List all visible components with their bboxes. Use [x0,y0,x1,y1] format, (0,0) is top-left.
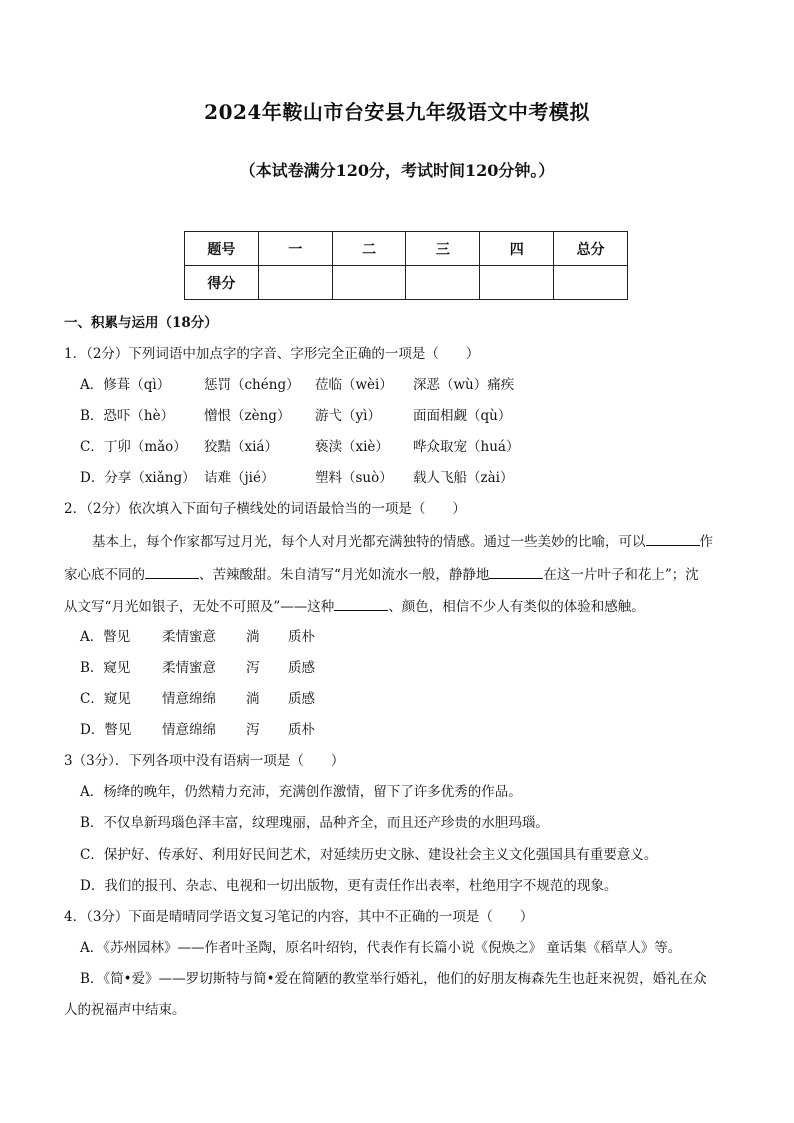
passage-text: 在这一片叶子和花上”；沈 [543,567,699,583]
page-title: 2024年鞍山市台安县九年级语文中考模拟 [204,100,590,124]
score-cell-part-4: 四 [480,232,554,266]
option-a-word-3: 莅临（wèi） [315,377,393,393]
section-title: 一、积累与运用（18分） [64,315,218,331]
option-c-choice-2: 情意绵绵 [162,691,216,707]
option-a-choice-1: A．瞥见 [80,629,131,645]
passage-line-3 [64,596,645,617]
question-1-stem: 1．（2分）下列词语中加点字的字音、字形完全正确的一项是（ ） [64,346,480,362]
option-d-word-4: 载人飞船（zài） [413,470,514,486]
option-b-choice-3: 泻 [246,660,260,676]
question-2-option-a[interactable] [80,627,315,647]
option-a-choice-2: 柔情蜜意 [162,629,216,645]
blank-3[interactable] [489,564,543,579]
question-1-option-a[interactable] [80,375,514,395]
question-2-option-c[interactable] [80,689,315,709]
passage-text: 家心底不同的 [64,567,145,583]
option-c-word-3: 亵渎（xiè） [315,439,389,455]
passage-text: 、颜色，相信不少人有类似的体验和感触。 [388,599,645,615]
passage-text: 基本上，每个作家都写过月光，每个人对月光都充满独特的情感。通过一些美妙的比喻，可以 [92,534,646,550]
question-2-stem: 2．（2分）依次填入下面句子横线处的词语最恰当的一项是（ ） [64,501,466,517]
option-c-word-4: 哗众取宠（huá） [413,439,520,455]
score-input-2[interactable] [332,266,406,300]
question-3-option-d[interactable]: D．我们的报刊、杂志、电视和一切出版物，更有责任作出表率，杜绝用字不规范的现象。 [80,878,618,894]
option-c-word-2: 狡黠（xiá） [204,439,278,455]
exam-info: （本试卷满分120分，考试时间120分钟。） [239,161,555,180]
option-d-choice-4: 质朴 [288,722,315,738]
option-d-word-2: 诘难（jié） [204,470,275,486]
option-a-word-4: 深恶（wù）痛疾 [413,377,515,393]
question-3-option-a[interactable]: A．杨绛的晚年，仍然精力充沛，充满创作激情，留下了许多优秀的作品。 [80,784,522,800]
option-b-word-2: 憎恨（zèng） [204,408,291,424]
option-d-choice-3: 泻 [246,722,260,738]
question-1-option-d[interactable] [80,468,513,488]
question-3-option-c[interactable]: C．保护好、传承好、利用好民间艺术，对延续历史文脉、建设社会主义文化强国具有重要意义。 [80,847,658,863]
blank-4[interactable] [334,596,388,611]
score-input-total[interactable] [554,266,628,300]
question-1-option-b[interactable] [80,406,511,426]
score-table-header-row [185,232,628,266]
option-a-word-2: 惩罚（chéng） [204,377,300,393]
option-c-word-1: C．丁卯（mǎo） [80,439,187,455]
passage-text: 、苦辣酸甜。朱自清写“月光如流水一般，静静地 [199,567,490,583]
question-4-option-b[interactable]: B．《简•爱》——罗切斯特与简•爱在简陋的教堂举行婚礼，他们的好朋友梅森先生也赶来祝贺，婚礼在众 [80,971,707,987]
question-2-option-d[interactable] [80,720,315,740]
option-b-word-4: 面面相觑（qù） [413,408,512,424]
option-c-choice-3: 淌 [246,691,260,707]
question-4-option-a[interactable]: A．《苏州园林》——作者叶圣陶，原名叶绍钧，代表作有长篇小说《倪焕之》 童话集《稻草人》等。 [80,940,682,956]
option-a-word-1: A．修葺（qì） [80,377,171,393]
score-table [184,231,628,300]
option-c-choice-4: 质感 [288,691,315,707]
question-3-option-b[interactable]: B．不仅阜新玛瑙色泽丰富，纹理瑰丽，品种齐全，而且还产珍贵的水胆玛瑙。 [80,815,549,831]
option-c-choice-1: C．窥见 [80,691,131,707]
score-input-3[interactable] [406,266,480,300]
option-a-choice-3: 淌 [246,629,260,645]
blank-1[interactable] [646,531,700,546]
passage-text: 从文写“月光如银子，无处不可照及”——这种 [64,599,335,615]
blank-2[interactable] [145,564,199,579]
passage-line-2 [64,564,699,585]
score-cell-total: 总分 [554,232,628,266]
option-b-choice-2: 柔情蜜意 [162,660,216,676]
option-b-choice-1: B．窥见 [80,660,131,676]
score-cell-part-3: 三 [406,232,480,266]
question-2-option-b[interactable] [80,658,315,678]
question-3-stem: 3（3分）．下列各项中没有语病一项是（ ） [64,753,345,769]
question-4-stem: 4．（3分）下面是晴晴同学语文复习笔记的内容，其中不正确的一项是（ ） [64,909,534,925]
option-b-choice-4: 质感 [288,660,315,676]
option-d-word-1: D．分享（xiǎng） [80,470,196,486]
option-d-choice-1: D．瞥见 [80,722,132,738]
option-b-word-3: 游弋（yì） [315,408,381,424]
question-4-option-b-continued: 人的祝福声中结束。 [64,1002,186,1018]
score-cell-label: 题号 [185,232,259,266]
passage-text: 作 [699,534,713,550]
option-a-choice-4: 质朴 [288,629,315,645]
score-row-label: 得分 [185,266,259,300]
score-input-1[interactable] [258,266,332,300]
option-d-word-3: 塑料（suò） [315,470,393,486]
score-table-score-row [185,266,628,300]
passage-line-1 [92,531,713,552]
option-b-word-1: B．恐吓（hè） [80,408,175,424]
option-d-choice-2: 情意绵绵 [162,722,216,738]
score-cell-part-1: 一 [258,232,332,266]
question-1-option-c[interactable] [80,437,519,457]
score-cell-part-2: 二 [332,232,406,266]
score-input-4[interactable] [480,266,554,300]
